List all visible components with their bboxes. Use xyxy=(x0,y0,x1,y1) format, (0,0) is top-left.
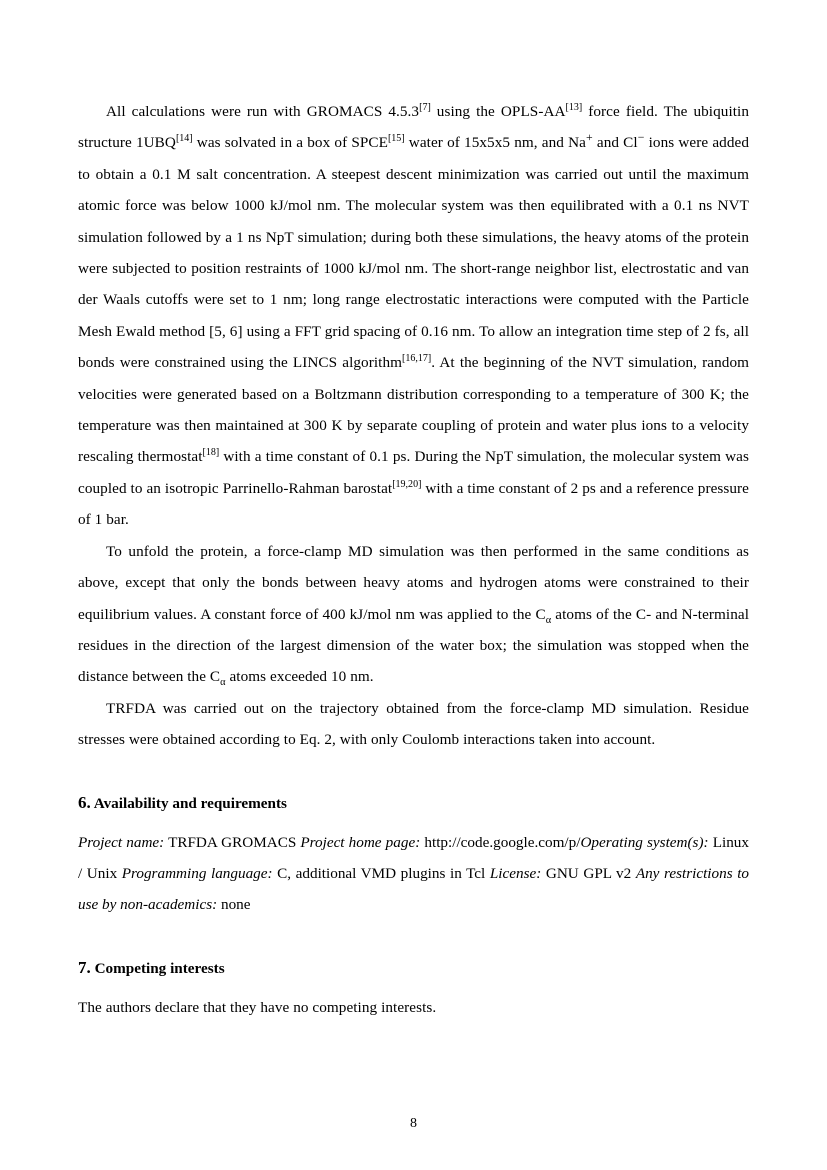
text-run: and Cl xyxy=(592,134,638,152)
paragraph-trfda: TRFDA was carried out on the trajectory obtained from the force-clamp MD simulation. Residue stresses were obtained according to Eq. 2, with only Coulomb interactions taken into account. xyxy=(78,699,749,749)
subscript-alpha: α xyxy=(220,677,226,689)
text-run: force field. The ubiquitin structure 1UBQ xyxy=(78,103,750,152)
citation-7: [7] xyxy=(419,101,431,113)
availability-details xyxy=(78,827,749,921)
value-project-home-page: http://code.google.com/p/ xyxy=(424,833,581,851)
heading-availability-and-requirements xyxy=(78,792,749,815)
superscript-plus: + xyxy=(585,130,593,145)
text-run: atoms exceeded 10 nm. xyxy=(225,668,374,686)
text-run: ions were added to obtain a 0.1 M salt concentration. A steepest descent minimization was carried out until the maximum atomic force was below 1000 kJ/mol nm. The molecular system was then equilibrated with a 0.1 ns NVT simulation followed by a 1 ns NpT simulation; during both these simulations, the heavy atoms of the protein were subjected to position restraints of 1000 kJ/mol nm. The short-range neighbor list, electrostatic and van der Waals cutoffs were set to 1 nm; long range electrostatic interactions were computed with the Particle Mesh Ewald method [5, 6] using a FFT grid spacing of 0.16 nm. To allow an integration time step of 2 fs, all bonds were constrained using the LINCS algorithm xyxy=(78,134,749,372)
citation-15: [15] xyxy=(387,133,405,145)
section-title: Competing interests xyxy=(94,959,225,977)
spacer xyxy=(78,815,749,827)
text-run: To unfold the protein, a force-clamp MD simulation was then performed in the same conditions as above, except that only the bonds between heavy atoms and hydrogen atoms were constrained to their equilibrium values. A constant force of 400 kJ/mol nm was applied to the C xyxy=(78,542,749,623)
paragraph-force-clamp xyxy=(78,536,749,693)
page-content xyxy=(78,96,749,1023)
section-number: 6. xyxy=(78,792,91,812)
citation-13: [13] xyxy=(565,101,583,113)
value-programming-language: C, additional VMD plugins in Tcl xyxy=(277,864,486,882)
citation-18: [18] xyxy=(202,447,220,459)
citation-19-20: [19,20] xyxy=(392,478,422,490)
text-run: with a time constant of 0.1 ps. During the NpT simulation, the molecular system was coupled to an isotropic Parrinello-Rahman barostat xyxy=(78,448,749,497)
label-restrictions: Any restrictions to use by non-academics: xyxy=(78,864,750,914)
citation-16-17: [16,17] xyxy=(402,353,432,365)
section-number: 7. xyxy=(78,957,91,977)
paragraph-competing-interests: The authors declare that they have no competing interests. xyxy=(78,998,437,1016)
spacer xyxy=(78,756,749,792)
citation-14: [14] xyxy=(175,133,193,145)
spacer xyxy=(78,921,749,957)
subscript-alpha: α xyxy=(545,614,552,626)
label-project-name: Project name: xyxy=(78,833,165,851)
heading-competing-interests xyxy=(78,957,749,980)
page-number: 8 xyxy=(410,1116,417,1131)
text-run: was solvated in a box of SPCE xyxy=(192,134,388,152)
text-run: atoms of the C- and N-terminal residues in the direction of the largest dimension of the water box; the simulation was stopped when the distance between the C xyxy=(78,605,750,686)
text-run: All calculations were run with GROMACS 4.5.3 xyxy=(106,103,420,120)
label-project-home-page: Project home page: xyxy=(300,833,421,851)
text-run: . At the beginning of the NVT simulation, random velocities were generated based on a Boltzmann distribution corresponding to a temperature of 300 K; the temperature was then maintained at 300 K by separate coupling of protein and water plus ions to a velocity rescaling thermostat xyxy=(78,354,749,466)
value-operating-systems: Linux / Unix xyxy=(78,833,749,882)
value-project-name: TRFDA GROMACS xyxy=(168,833,297,851)
section-title: Availability and requirements xyxy=(93,794,287,812)
text-run: with a time constant of 2 ps and a reference pressure of 1 bar. xyxy=(78,479,750,529)
text-run: water of 15x5x5 nm, and Na xyxy=(404,134,586,152)
label-license: License: xyxy=(489,864,542,882)
superscript-minus: − xyxy=(637,130,645,145)
spacer xyxy=(78,980,749,992)
value-restrictions: none xyxy=(220,896,251,914)
label-programming-language: Programming language: xyxy=(121,864,273,882)
value-license: GNU GPL v2 xyxy=(545,864,632,882)
label-operating-systems: Operating system(s): xyxy=(580,833,709,851)
paragraph-simulation-setup xyxy=(78,96,749,536)
text-run: using the OPLS-AA xyxy=(430,103,566,120)
